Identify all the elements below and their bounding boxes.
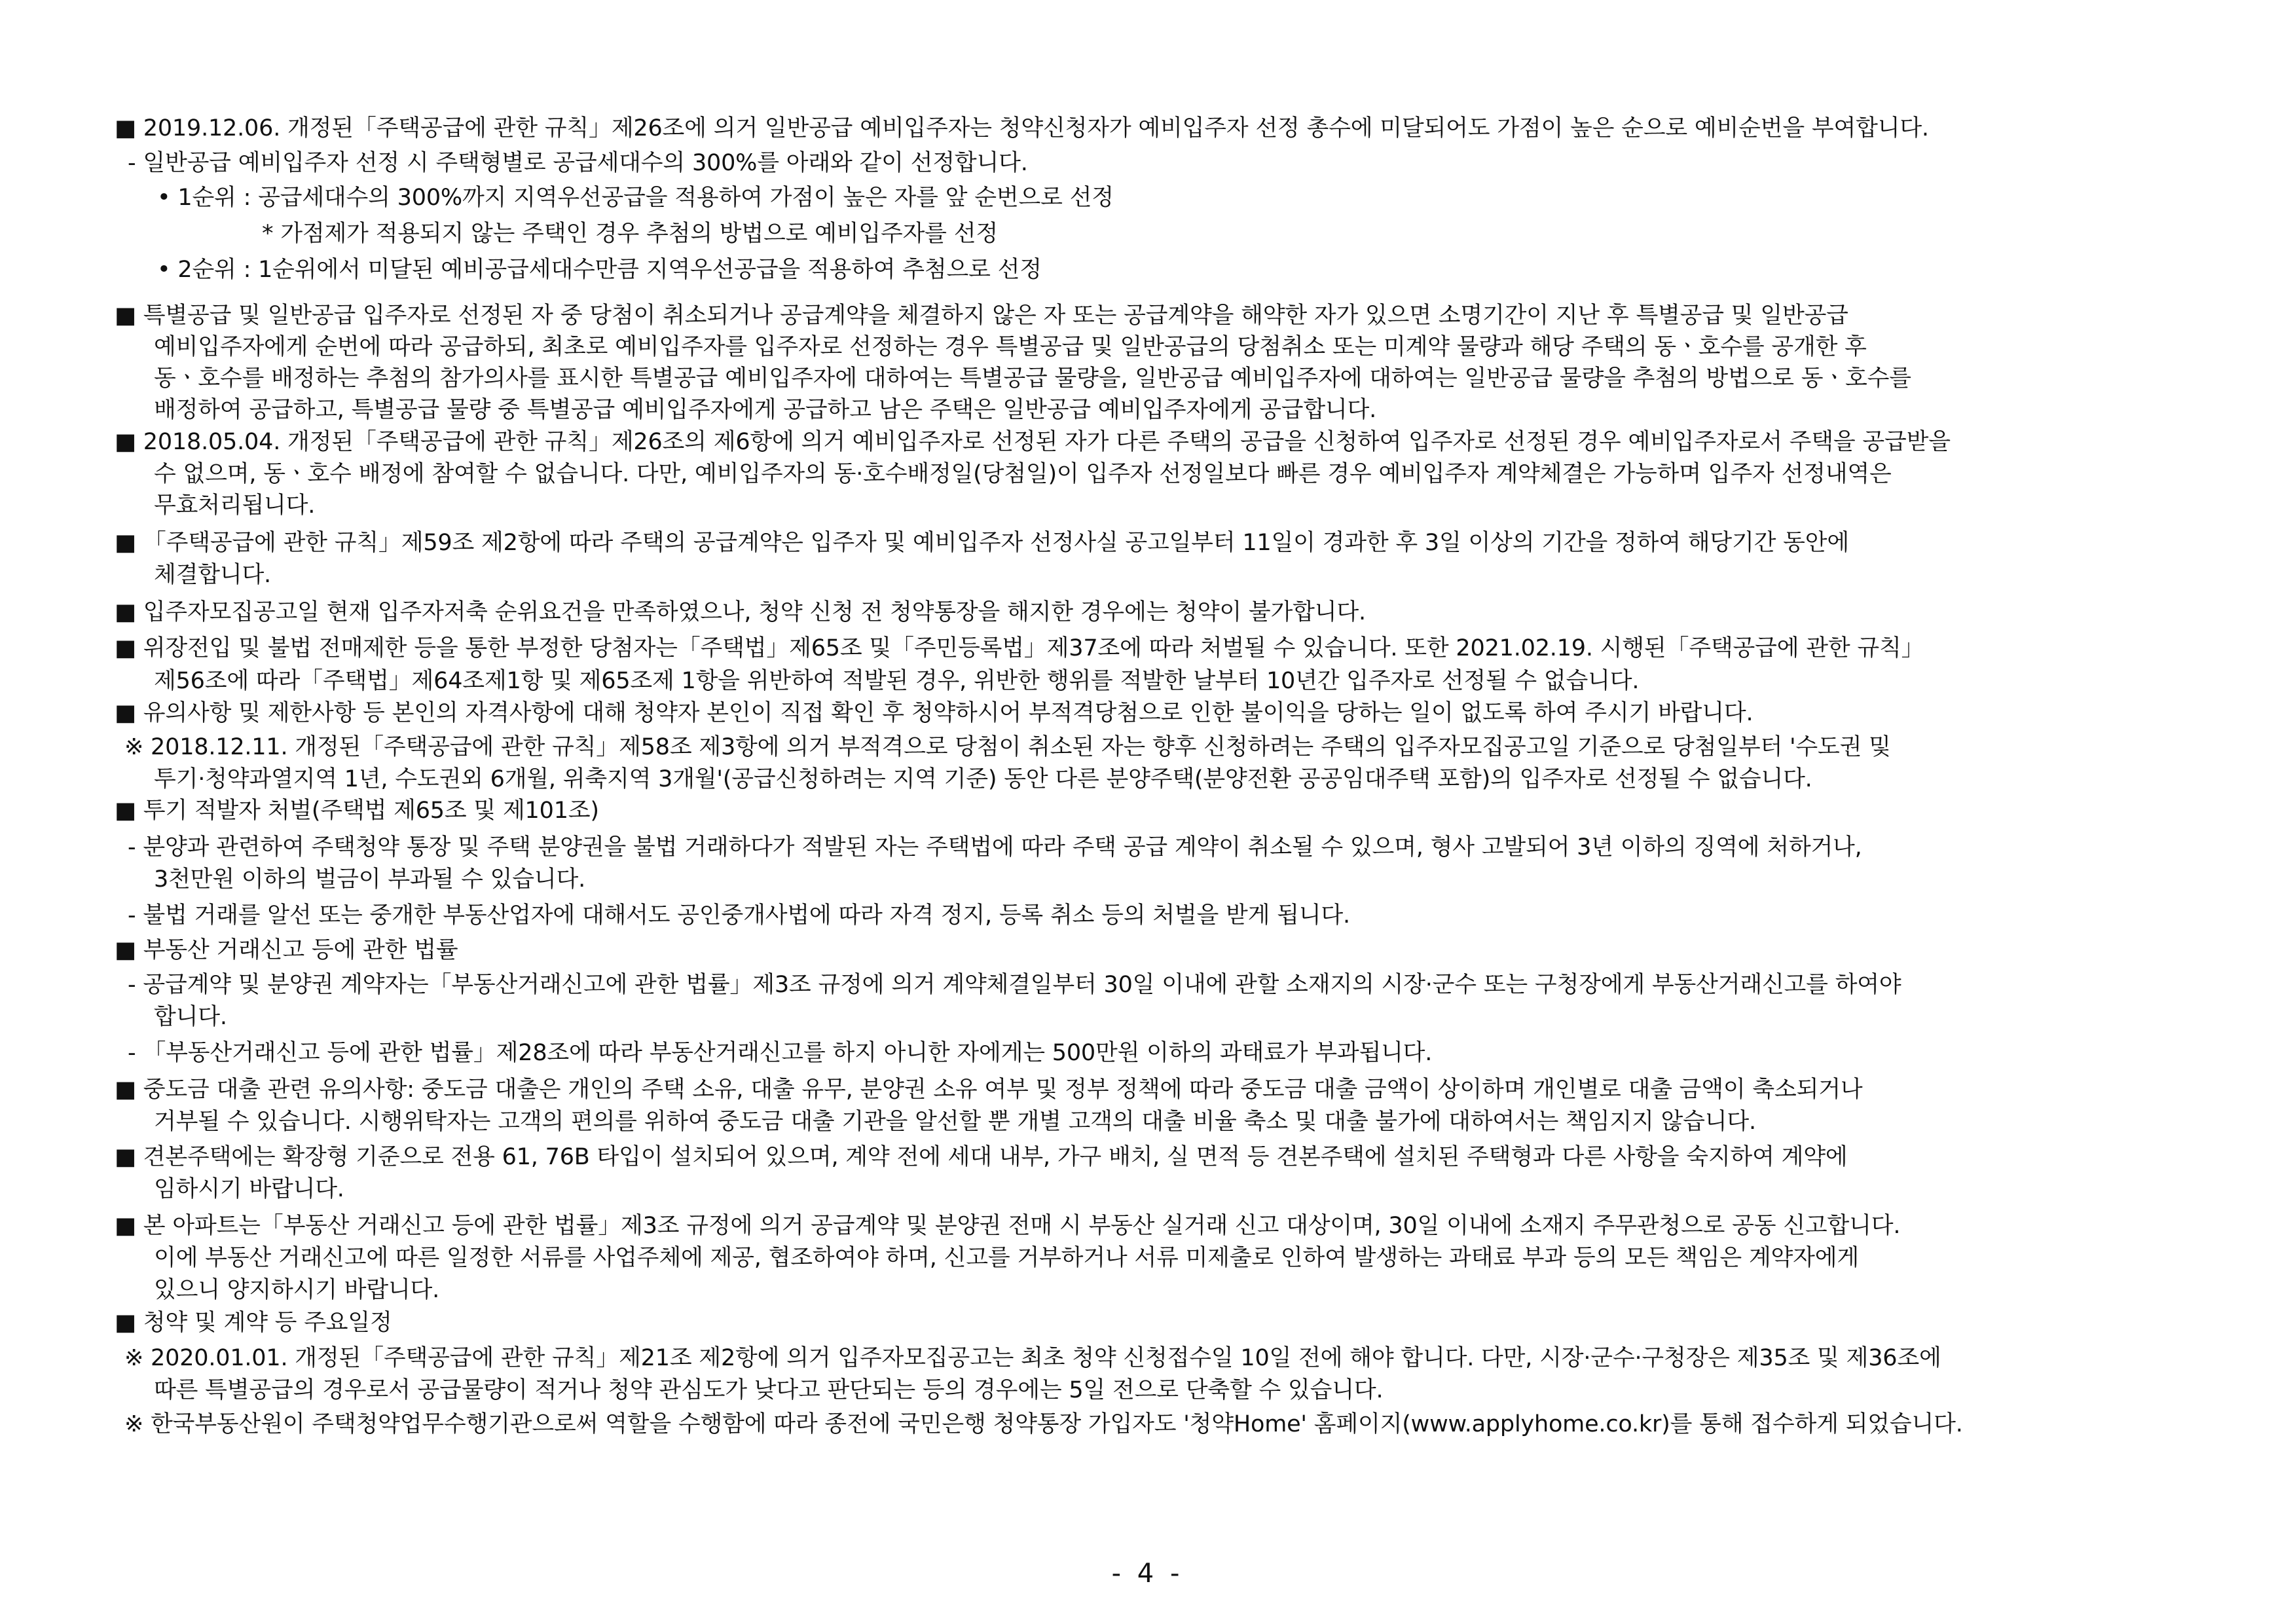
notice-line: 있으니 양지하시기 바랍니다. xyxy=(154,1277,440,1303)
notice-line: 투기·청약과열지역 1년, 수도권외 6개월, 위축지역 3개월'(공급신청하려는 지역 기준) 동안 다른 분양주택(분양전환 공공임대주택 포함)의 입주자로 선정될 수 없습니다. xyxy=(154,766,1812,792)
notice-line: ※ 2020.01.01. 개정된「주택공급에 관한 규칙」제21조 제2항에 의거 입주자모집공고는 최초 청약 신청접수일 10일 전에 해야 합니다. 다만, 시장·군수·구청장은 제35조 및 제36조에 xyxy=(124,1345,1941,1371)
notice-line: 임하시기 바랍니다. xyxy=(154,1176,344,1202)
notice-line: - 「부동산거래신고 등에 관한 법률」제28조에 따라 부동산거래신고를 하지 아니한 자에게는 500만원 이하의 과태료가 부과됩니다. xyxy=(128,1040,1433,1066)
notice-line: 체결합니다. xyxy=(154,562,271,588)
notice-line: • 2순위 : 1순위에서 미달된 예비공급세대수만큼 지역우선공급을 적용하여 추첨으로 선정 xyxy=(157,257,1042,283)
notice-line: ■ 2018.05.04. 개정된「주택공급에 관한 규칙」제26조의 제6항에 의거 예비입주자로 선정된 자가 다른 주택의 공급을 신청하여 입주자로 선정된 경우 예비입주자로서 주택을 공급받을 xyxy=(115,429,1951,455)
notice-line: - 공급계약 및 분양권 계약자는「부동산거래신고에 관한 법률」제3조 규정에 의거 계약체결일부터 30일 이내에 관할 소재지의 시장·군수 또는 구청장에게 부동산거래신고를 하여야 xyxy=(128,972,1901,998)
notice-line: ■ 특별공급 및 일반공급 입주자로 선정된 자 중 당첨이 취소되거나 공급계약을 체결하지 않은 자 또는 공급계약을 해약한 자가 있으면 소명기간이 지난 후 특별공급 및 일반공급 xyxy=(115,303,1848,329)
notice-line: ■ 투기 적발자 처벌(주택법 제65조 및 제101조) xyxy=(115,798,599,824)
notice-line: * 가점제가 적용되지 않는 주택인 경우 추첨의 방법으로 예비입주자를 선정 xyxy=(262,221,998,247)
notice-line: ■ 본 아파트는「부동산 거래신고 등에 관한 법률」제3조 규정에 의거 공급계약 및 분양권 전매 시 부동산 실거래 신고 대상이며, 30일 이내에 소재지 주무관청으로 공동 신고합니다. xyxy=(115,1213,1901,1239)
notice-line: 제56조에 따라「주택법」제64조제1항 및 제65조제 1항을 위반하여 적발된 경우, 위반한 행위를 적발한 날부터 10년간 입주자로 선정될 수 없습니다. xyxy=(154,668,1640,694)
notice-line: 예비입주자에게 순번에 따라 공급하되, 최초로 예비입주자를 입주자로 선정하는 경우 특별공급 및 일반공급의 당첨취소 또는 미계약 물량과 해당 주택의 동ㆍ호수를 공개한 후 xyxy=(154,334,1867,360)
notice-line: 거부될 수 있습니다. 시행위탁자는 고객의 편의를 위하여 중도금 대출 기관을 알선할 뿐 개별 고객의 대출 비율 축소 및 대출 불가에 대하여서는 책임지지 않습니다. xyxy=(154,1109,1756,1135)
notice-line: ■ 위장전입 및 불법 전매제한 등을 통한 부정한 당첨자는「주택법」제65조 및「주민등록법」제37조에 따라 처벌될 수 있습니다. 또한 2021.02.19. 시행된「주택공급에 관한 규칙」 xyxy=(115,635,1924,661)
notice-line: ■ 부동산 거래신고 등에 관한 법률 xyxy=(115,937,458,963)
notice-line: ■ 입주자모집공고일 현재 입주자저축 순위요건을 만족하였으나, 청약 신청 전 청약통장을 해지한 경우에는 청약이 불가합니다. xyxy=(115,599,1366,625)
notice-line: • 1순위 : 공급세대수의 300%까지 지역우선공급을 적용하여 가점이 높은 자를 앞 순번으로 선정 xyxy=(157,185,1114,211)
notice-line: ※ 한국부동산원이 주택청약업무수행기관으로써 역할을 수행함에 따라 종전에 국민은행 청약통장 가입자도 '청약Home' 홈페이지(www.applyhome.co.kr)를 통해 접수하게 되었습니다. xyxy=(124,1411,1963,1437)
page-number: - 4 - xyxy=(1111,1559,1184,1589)
notice-line: ■ 청약 및 계약 등 주요일정 xyxy=(115,1310,392,1336)
notice-line: ■ 2019.12.06. 개정된「주택공급에 관한 규칙」제26조에 의거 일반공급 예비입주자는 청약신청자가 예비입주자 선정 총수에 미달되어도 가점이 높은 순으로 예비순번을 부여합니다. xyxy=(115,115,1929,141)
notice-line: ※ 2018.12.11. 개정된「주택공급에 관한 규칙」제58조 제3항에 의거 부적격으로 당첨이 취소된 자는 향후 신청하려는 주택의 입주자모집공고일 기준으로 당첨일부터 '수도권 및 xyxy=(124,734,1891,760)
notice-line: ■ 유의사항 및 제한사항 등 본인의 자격사항에 대해 청약자 본인이 직접 확인 후 청약하시어 부적격당첨으로 인한 불이익을 당하는 일이 없도록 하여 주시기 바랍니다. xyxy=(115,700,1753,726)
notice-line: 3천만원 이하의 벌금이 부과될 수 있습니다. xyxy=(154,866,585,893)
notice-line: 무효처리됩니다. xyxy=(154,492,316,519)
notice-line: 따른 특별공급의 경우로서 공급물량이 적거나 청약 관심도가 낮다고 판단되는 등의 경우에는 5일 전으로 단축할 수 있습니다. xyxy=(154,1377,1384,1403)
notice-line: - 불법 거래를 알선 또는 중개한 부동산업자에 대해서도 공인중개사법에 따라 자격 정지, 등록 취소 등의 처벌을 받게 됩니다. xyxy=(128,902,1350,929)
notice-line: 이에 부동산 거래신고에 따른 일정한 서류를 사업주체에 제공, 협조하여야 하며, 신고를 거부하거나 서류 미제출로 인하여 발생하는 과태료 부과 등의 모든 책임은 계약자에게 xyxy=(154,1245,1859,1271)
notice-line: - 일반공급 예비입주자 선정 시 주택형별로 공급세대수의 300%를 아래와 같이 선정합니다. xyxy=(128,150,1028,176)
notice-line: ■ 중도금 대출 관련 유의사항: 중도금 대출은 개인의 주택 소유, 대출 유무, 분양권 소유 여부 및 정부 정책에 따라 중도금 대출 금액이 상이하며 개인별로 대출 금액이 축소되거나 xyxy=(115,1077,1863,1103)
notice-line: ■ 견본주택에는 확장형 기준으로 전용 61, 76B 타입이 설치되어 있으며, 계약 전에 세대 내부, 가구 배치, 실 면적 등 견본주택에 설치된 주택형과 다른 사항을 숙지하여 계약에 xyxy=(115,1144,1848,1170)
notice-line: 합니다. xyxy=(154,1004,227,1030)
notice-line: ■ 「주택공급에 관한 규칙」제59조 제2항에 따라 주택의 공급계약은 입주자 및 예비입주자 선정사실 공고일부터 11일이 경과한 후 3일 이상의 기간을 정하여 해당기간 동안에 xyxy=(115,530,1849,556)
notice-line: - 분양과 관련하여 주택청약 통장 및 주택 분양권을 불법 거래하다가 적발된 자는 주택법에 따라 주택 공급 계약이 취소될 수 있으며, 형사 고발되어 3년 이하의 징역에 처하거나, xyxy=(128,834,1862,860)
notice-line: 수 없으며, 동ㆍ호수 배정에 참여할 수 없습니다. 다만, 예비입주자의 동·호수배정일(당첨일)이 입주자 선정일보다 빠른 경우 예비입주자 계약체결은 가능하며 입주자 선정내역은 xyxy=(154,461,1892,487)
notice-line: 동ㆍ호수를 배정하는 추첨의 참가의사를 표시한 특별공급 예비입주자에 대하여는 특별공급 물량을, 일반공급 예비입주자에 대하여는 일반공급 물량을 추첨의 방법으로 동ㆍ호수를 xyxy=(154,365,1911,392)
notice-line: 배정하여 공급하고, 특별공급 물량 중 특별공급 예비입주자에게 공급하고 남은 주택은 일반공급 예비입주자에게 공급합니다. xyxy=(154,397,1377,423)
